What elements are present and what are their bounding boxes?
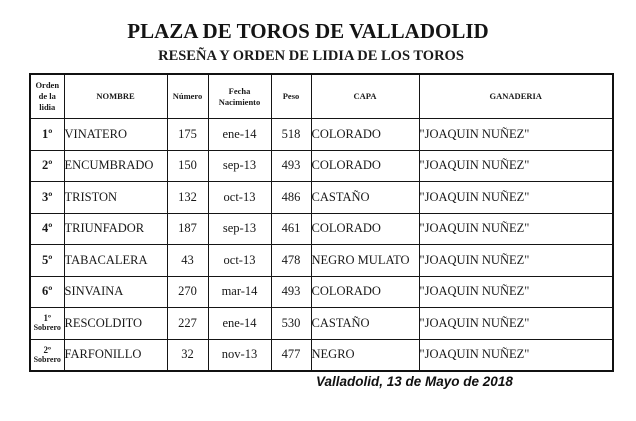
table-row	[30, 308, 613, 340]
sobrero-label: Sobrero	[33, 323, 61, 333]
cell-fecha: ene-14	[208, 308, 271, 340]
cell-numero: 132	[167, 182, 208, 214]
header-nombre: NOMBRE	[64, 74, 167, 119]
cell-orden: 6º	[30, 276, 64, 308]
cell-ganaderia: "JOAQUIN NUÑEZ"	[419, 213, 613, 245]
cell-fecha: sep-13	[208, 213, 271, 245]
cell-numero: 175	[167, 119, 208, 151]
table-header-row	[30, 74, 613, 119]
table-row	[30, 150, 613, 182]
header-fecha	[208, 74, 271, 119]
cell-orden: 1º	[30, 119, 64, 151]
cell-ganaderia: "JOAQUIN NUÑEZ"	[419, 245, 613, 277]
cell-numero: 270	[167, 276, 208, 308]
cell-capa: COLORADO	[311, 276, 419, 308]
header-ganaderia: GANADERIA	[419, 74, 613, 119]
cell-capa: COLORADO	[311, 213, 419, 245]
cell-peso: 486	[271, 182, 311, 214]
header-orden	[30, 74, 64, 119]
cell-capa: NEGRO	[311, 339, 419, 371]
cell-peso: 530	[271, 308, 311, 340]
cell-peso: 478	[271, 245, 311, 277]
cell-nombre: ENCUMBRADO	[64, 150, 167, 182]
sobrero-number: 2º	[43, 344, 51, 355]
cell-nombre: RESCOLDITO	[64, 308, 167, 340]
cell-orden: 4º	[30, 213, 64, 245]
cell-nombre: TRISTON	[64, 182, 167, 214]
cell-orden: 5º	[30, 245, 64, 277]
cell-peso: 461	[271, 213, 311, 245]
cell-orden-sobrero	[30, 308, 64, 340]
cell-ganaderia: "JOAQUIN NUÑEZ"	[419, 119, 613, 151]
cell-numero: 43	[167, 245, 208, 277]
table-row	[30, 245, 613, 277]
document-title: PLAZA DE TOROS DE VALLADOLID	[127, 19, 489, 43]
cell-capa: COLORADO	[311, 150, 419, 182]
cell-numero: 227	[167, 308, 208, 340]
cell-ganaderia: "JOAQUIN NUÑEZ"	[419, 308, 613, 340]
bull-order-table	[29, 73, 614, 372]
cell-ganaderia: "JOAQUIN NUÑEZ"	[419, 182, 613, 214]
cell-nombre: SINVAINA	[64, 276, 167, 308]
header-numero: Número	[167, 74, 208, 119]
cell-fecha: ene-14	[208, 119, 271, 151]
cell-ganaderia: "JOAQUIN NUÑEZ"	[419, 276, 613, 308]
cell-orden-sobrero	[30, 339, 64, 371]
header-orden-line1: Orden	[35, 80, 60, 90]
header-orden-line2: de la	[38, 91, 56, 101]
cell-fecha: oct-13	[208, 245, 271, 277]
cell-fecha: nov-13	[208, 339, 271, 371]
cell-nombre: TRIUNFADOR	[64, 213, 167, 245]
cell-fecha: mar-14	[208, 276, 271, 308]
document-subtitle: RESEÑA Y ORDEN DE LIDIA DE LOS TOROS	[158, 48, 464, 64]
cell-numero: 150	[167, 150, 208, 182]
cell-nombre: FARFONILLO	[64, 339, 167, 371]
cell-capa: CASTAÑO	[311, 308, 419, 340]
cell-nombre: VINATERO	[64, 119, 167, 151]
cell-fecha: oct-13	[208, 182, 271, 214]
cell-peso: 518	[271, 119, 311, 151]
cell-orden: 3º	[30, 182, 64, 214]
cell-orden: 2º	[30, 150, 64, 182]
cell-capa: NEGRO MULATO	[311, 245, 419, 277]
cell-peso: 493	[271, 150, 311, 182]
cell-numero: 32	[167, 339, 208, 371]
sobrero-label: Sobrero	[33, 354, 61, 364]
table-row	[30, 339, 613, 371]
table-row	[30, 182, 613, 214]
cell-fecha: sep-13	[208, 150, 271, 182]
header-peso: Peso	[271, 74, 311, 119]
cell-nombre: TABACALERA	[64, 245, 167, 277]
header-capa: CAPA	[311, 74, 419, 119]
cell-capa: COLORADO	[311, 119, 419, 151]
place-date-footer: Valladolid, 13 de Mayo de 2018	[316, 374, 513, 389]
table-row	[30, 213, 613, 245]
header-orden-line3: lidia	[39, 102, 56, 112]
cell-capa: CASTAÑO	[311, 182, 419, 214]
table-row	[30, 119, 613, 151]
header-fecha-line2: Nacimiento	[218, 96, 261, 107]
cell-peso: 477	[271, 339, 311, 371]
header-fecha-line1: Fecha	[228, 85, 251, 96]
cell-ganaderia: "JOAQUIN NUÑEZ"	[419, 150, 613, 182]
cell-numero: 187	[167, 213, 208, 245]
cell-ganaderia: "JOAQUIN NUÑEZ"	[419, 339, 613, 371]
cell-peso: 493	[271, 276, 311, 308]
sobrero-number: 1º	[43, 313, 51, 324]
table-row	[30, 276, 613, 308]
